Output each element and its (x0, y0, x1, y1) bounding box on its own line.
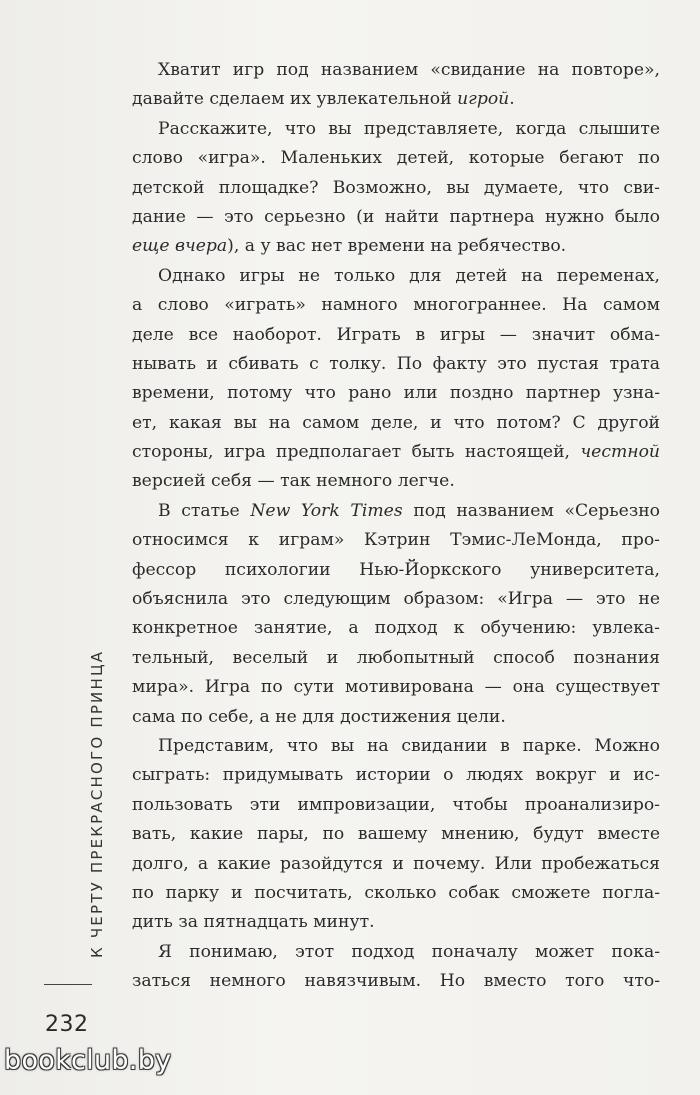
text-segment: Я понимаю, этот подход поначалу может пока- (158, 941, 660, 962)
text-segment: конкретное занятие, а подход к обучению: увлека- (132, 618, 660, 639)
text-segment: ет, какая вы на самом деле, и что потом? С другой (132, 412, 660, 433)
text-line (132, 497, 660, 526)
text-line (132, 232, 660, 261)
text-segment: вать, какие пары, по вашему мнению, будут вместе (132, 824, 660, 845)
text-segment: дить за пятнадцать минут. (132, 912, 375, 933)
text-line (132, 174, 660, 203)
text-line (132, 409, 660, 438)
text-line (132, 761, 660, 790)
text-segment: . (509, 89, 515, 110)
italic-text: игрой (457, 89, 510, 110)
text-line (132, 644, 660, 673)
text-segment: Представим, что вы на свидании в парке. Можно (158, 735, 660, 756)
text-segment: слово «игра». Маленьких детей, которые бегают по (132, 148, 660, 169)
text-line (132, 791, 660, 820)
text-line (132, 673, 660, 702)
text-segment: стороны, игра предполагает быть настоящей, (132, 442, 581, 463)
text-line (132, 703, 660, 732)
text-line (132, 115, 660, 144)
text-line (132, 526, 660, 555)
text-segment: В статье (158, 500, 251, 521)
text-segment: а слово «играть» намного многограннее. На самом (132, 295, 660, 316)
text-line (132, 56, 660, 85)
text-line (132, 144, 660, 173)
text-segment: по парку и посчитать, сколько собак сможете погла- (132, 882, 660, 903)
text-line (132, 585, 660, 614)
text-segment: долго, а какие разойдутся и почему. Или пробежаться (132, 853, 660, 874)
text-line (132, 556, 660, 585)
text-segment: детской площадке? Возможно, вы думаете, что сви- (132, 177, 660, 198)
text-segment: времени, потому что рано или поздно партнер узна- (132, 383, 660, 404)
text-line (132, 379, 660, 408)
text-segment: дание — это серьезно (и найти партнера нужно было (132, 206, 660, 227)
text-segment: сама по себе, а не для достижения цели. (132, 706, 506, 727)
italic-text: New York Times (250, 500, 403, 521)
text-segment: объяснила это следующим образом: «Игра — это не (132, 589, 660, 610)
text-line (132, 732, 660, 761)
text-segment: фессор психологии Нью-Йоркского университета, (132, 559, 660, 580)
text-segment: относимся к играм» Кэтрин Тэмис-ЛеМонда, про- (132, 530, 660, 551)
body-text (132, 56, 660, 997)
text-segment: ), а у вас нет времени на ребячество. (227, 236, 567, 257)
text-line (132, 203, 660, 232)
text-line (132, 438, 660, 467)
text-line (132, 908, 660, 937)
text-line (132, 291, 660, 320)
text-segment: заться немного навязчивым. Но вместо того что- (132, 971, 660, 992)
text-line (132, 820, 660, 849)
text-line (132, 350, 660, 379)
text-segment: нывать и сбивать с толку. По факту это пустая трата (132, 353, 660, 374)
text-segment: Хватит игр под названием «свидание на повторе», (158, 60, 660, 80)
watermark-text: bookclub.by (4, 1045, 172, 1076)
text-line (132, 262, 660, 291)
running-head: К ЧЕРТУ ПРЕКРАСНОГО ПРИНЦА (88, 649, 106, 958)
text-line (132, 614, 660, 643)
page-number: 232 (45, 1012, 89, 1037)
text-segment: мира». Игра по сути мотивирована — она существует (132, 677, 660, 698)
text-line (132, 879, 660, 908)
text-line (132, 938, 660, 967)
text-segment: Однако игры не только для детей на переменах, (158, 265, 660, 286)
text-segment: Расскажите, что вы представляете, когда слышите (158, 118, 660, 139)
text-segment: версией себя — так немного легче. (132, 471, 455, 492)
text-line (132, 967, 660, 996)
text-segment: тельный, веселый и любопытный способ познания (132, 647, 660, 668)
text-segment: пользовать эти импровизации, чтобы проанализиро- (132, 794, 660, 815)
text-line (132, 321, 660, 350)
text-line (132, 467, 660, 496)
text-segment: деле все наоборот. Играть в игры — значит обма- (132, 324, 660, 345)
text-line (132, 850, 660, 879)
italic-text: честной (580, 442, 660, 463)
footer-rule (44, 984, 92, 985)
text-line (132, 85, 660, 114)
text-segment: под названием «Серьезно (402, 500, 661, 521)
text-segment: давайте сделаем их увлекательной (132, 89, 458, 110)
text-segment: сыграть: придумывать истории о людях вокруг и ис- (132, 765, 660, 786)
italic-text: еще вчера (132, 236, 228, 257)
